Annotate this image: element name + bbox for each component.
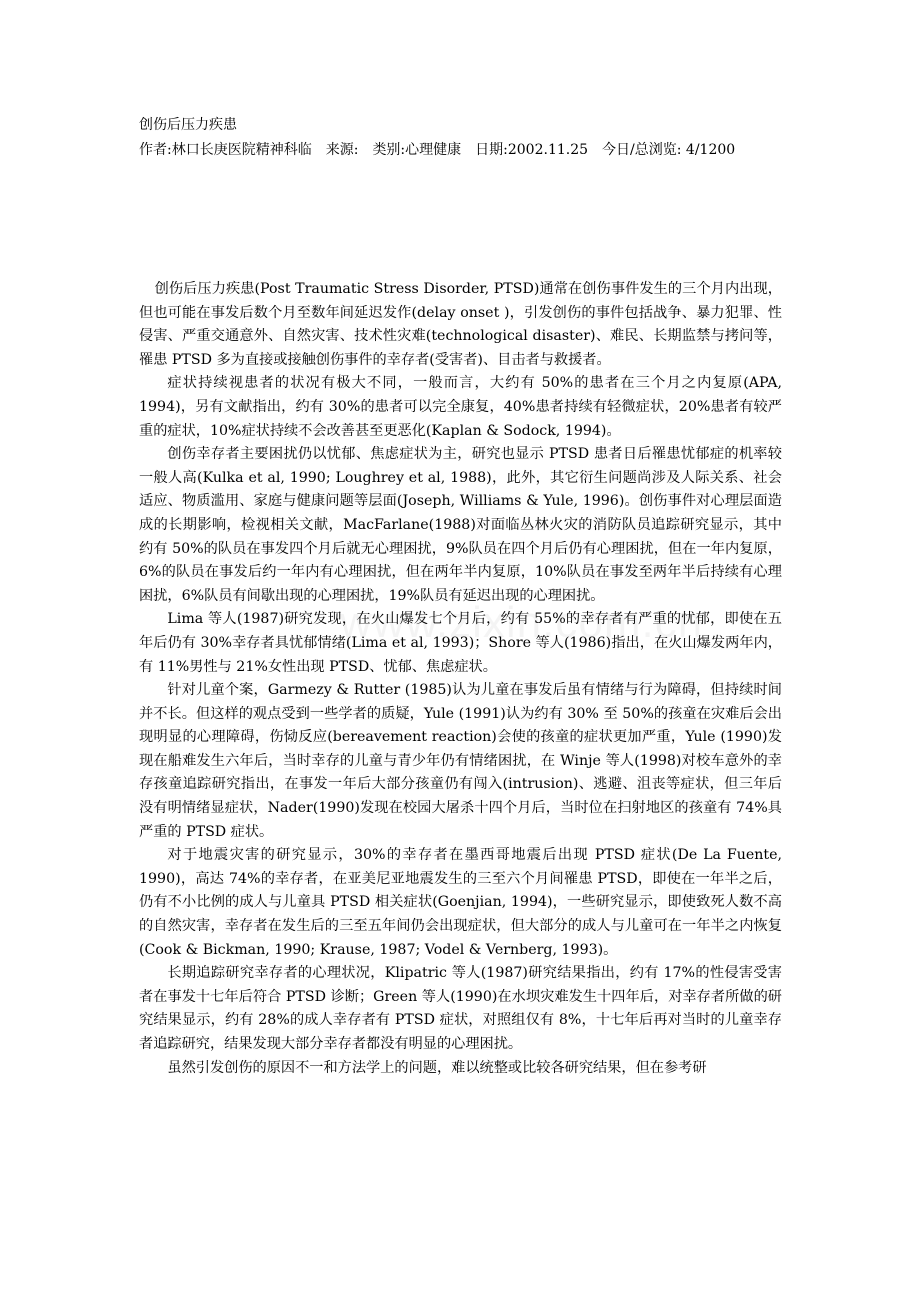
paragraph: 对于地震灾害的研究显示，30%的幸存者在墨西哥地震后出现 PTSD 症状(De La Fuente, 1990)，高达 74%的幸存者，在亚美尼亚地震发生的三至六个月间罹患 PTSD，即使在一年半之后，仍有不小比例的成人与儿童具 PTSD 相关症状(Goenjian, 1994)，一些研究显示，即使致死人数不高的自然灾害，幸存者在发生后的三至五年间仍会出现症状，但大部分的成人与儿童可在一年半之内恢复(Cook & Bickman, 1990; Krause, 1987; Vodel & Vernberg, 1993)。 bbox=[139, 847, 782, 958]
document-header bbox=[139, 113, 839, 163]
document-meta bbox=[139, 138, 839, 163]
meta-views: 今日/总浏览: 4/1200 bbox=[602, 142, 736, 158]
paragraph: 虽然引发创伤的原因不一和方法学上的问题，难以统整或比较各研究结果，但在参考研 bbox=[167, 1059, 707, 1076]
document-title: 创伤后压力疾患 bbox=[139, 117, 237, 133]
paragraph: 针对儿童个案，Garmezy & Rutter (1985)认为儿童在事发后虽有情绪与行为障碍，但持续时间并不长。但这样的观点受到一些学者的质疑，Yule (1991)认为约有 30% 至 50%的孩童在灾难后会出现明显的心理障碍，伤恸反应(bereavement reaction)会使的孩童的症状更加严重，Yule (1990)发现在船难发生六年后，当时幸存的儿童与青少年仍有情绪困扰，在 Winje 等人(1998)对校车意外的幸存孩童追踪研究指出，在事发一年后大部分孩童仍有闯入(intrusion)、逃避、沮丧等症状，但三年后没有明情绪显症状，Nader(1990)发现在校园大屠杀十四个月后，当时位在扫射地区的孩童有 74%具严重的 PTSD 症状。 bbox=[139, 682, 782, 840]
meta-category: 类别:心理健康 bbox=[372, 142, 462, 158]
document-body bbox=[139, 278, 782, 1080]
paragraph: 长期追踪研究幸存者的心理状况，Klipatric 等人(1987)研究结果指出，约有 17%的性侵害受害者在事发十七年后符合 PTSD 诊断；Green 等人(1990)在水坝灾难发生十四年后，对幸存者所做的研究结果显示，约有 28%的成人幸存者有 PTSD 症状，对照组仅有 8%，十七年后再对当时的儿童幸存者追踪研究，结果发现大部分幸存者都没有明显的心理困扰。 bbox=[139, 965, 782, 1052]
meta-source: 来源: bbox=[325, 142, 359, 158]
meta-author: 作者:林口长庚医院精神科临 bbox=[139, 142, 312, 158]
paragraph: 症状持续视患者的状况有极大不同，一般而言，大约有 50%的患者在三个月之内复原(APA, 1994)，另有文献指出，约有 30%的患者可以完全康复，40%患者持续有轻微症状，20%患者有较严重的症状，10%症状持续不会改善甚至更恶化(Kaplan & Sodock, 1994)。 bbox=[139, 375, 782, 439]
meta-date: 日期:2002.11.25 bbox=[475, 142, 589, 158]
paragraph: Lima 等人(1987)研究发现，在火山爆发七个月后，约有 55%的幸存者有严重的忧郁，即使在五年后仍有 30%幸存者具忧郁情绪(Lima et al, 1993)；Shore 等人(1986)指出，在火山爆发两年内，有 11%男性与 21%女性出现 PTSD、忧郁、焦虑症状。 bbox=[139, 611, 782, 675]
paragraph: 创伤后压力疾患(Post Traumatic Stress Disorder, PTSD)通常在创伤事件发生的三个月内出现，但也可能在事发后数个月至数年间延迟发作(delay onset )，引发创伤的事件包括战争、暴力犯罪、性侵害、严重交通意外、自然灾害、技术性灾难(technological disaster)、难民、长期监禁与拷问等，罹患 PTSD 多为直接或接触创伤事件的幸存者(受害者)、目击者与救援者。 bbox=[139, 281, 782, 368]
paragraph: 创伤幸存者主要困扰仍以忧郁、焦虑症状为主，研究也显示 PTSD 患者日后罹患忧郁症的机率较一般人高(Kulka et al, 1990; Loughrey et al, 1988)，此外，其它衍生问题尚涉及人际关系、社会适应、物质滥用、家庭与健康问题等层面(Joseph, Williams & Yule, 1996)。创伤事件对心理层面造成的长期影响，检视相关文献，MacFarlane(1988)对面临丛林火灾的消防队员追踪研究显示，其中约有 50%的队员在事发四个月后就无心理困扰，9%队员在四个月后仍有心理困扰，但在一年内复原，6%的队员在事发后约一年内有心理困扰，但在两年半内复原，10%队员在事发至两年半后持续有心理困扰，6%队员有间歇出现的心理困扰，19%队员有延迟出现的心理困扰。 bbox=[139, 446, 782, 604]
